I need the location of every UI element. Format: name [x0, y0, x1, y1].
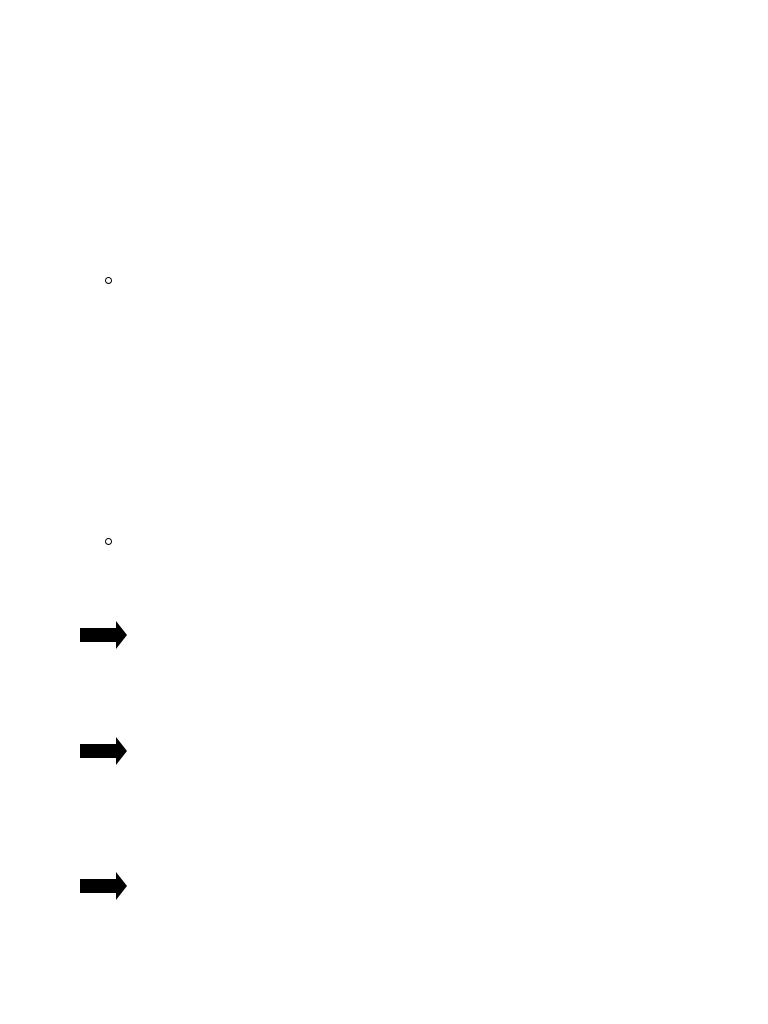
major-fretboard-a [99, 160, 167, 254]
minor-legend [105, 535, 118, 549]
major-fretboard-g [215, 160, 283, 254]
minor-fretboard-dm [332, 421, 400, 515]
minor-fretboard-cm [449, 421, 517, 515]
major-fretboard-d [449, 160, 517, 254]
major-fretboard-c [565, 160, 633, 254]
major-fretboard-e [332, 160, 400, 254]
arrow-right-icon [80, 620, 128, 650]
major-legend [105, 274, 118, 288]
minor-fretboard-gm [99, 421, 167, 515]
arrow-right-icon [80, 871, 128, 901]
root-marker-icon [105, 538, 112, 545]
minor-fretboard-em [215, 421, 283, 515]
minor-fretboard-am [565, 421, 633, 515]
root-marker-icon [105, 277, 112, 284]
arrow-right-icon [80, 736, 128, 766]
